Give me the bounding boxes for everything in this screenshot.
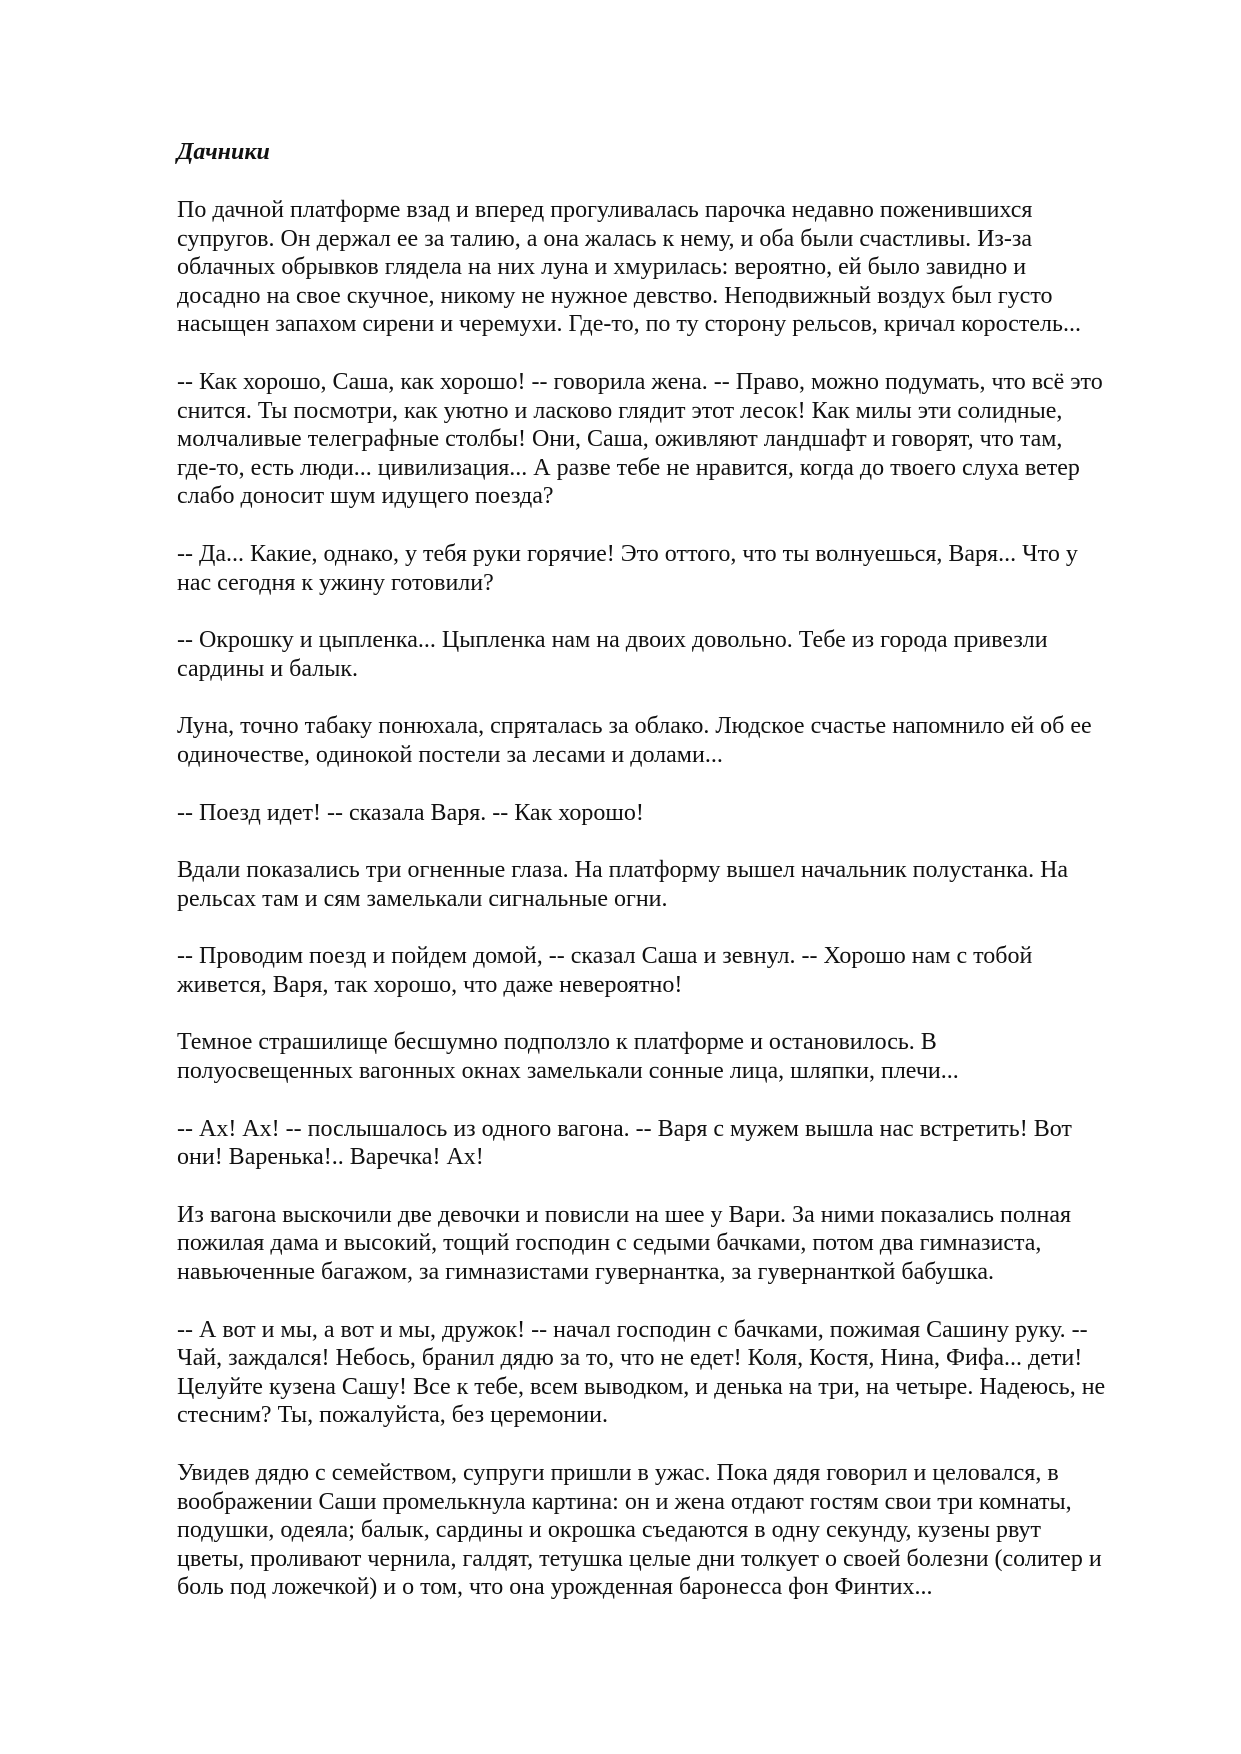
text-line: цветы, проливают чернила, галдят, тетушка целые дни толкует о своей болезни (солитер и [177, 1545, 1102, 1572]
text-line: -- Как хорошо, Саша, как хорошо! -- говорила жена. -- Право, можно подумать, что всё это [177, 368, 1103, 395]
paragraph [177, 1028, 1157, 1085]
text-line: Увидев дядю с семейством, супруги пришли в ужас. Пока дядя говорил и целовался, в [177, 1460, 1059, 1486]
text-line: досадно на свое скучное, никому не нужное девство. Неподвижный воздух был густо [177, 282, 1053, 309]
paragraph [177, 368, 1157, 511]
text-line: сардины и балык. [177, 655, 358, 682]
paragraph [177, 626, 1157, 683]
text-line: -- Окрошку и цыпленка... Цыпленка нам на двоих довольно. Тебе из города привезли [177, 627, 1048, 654]
text-line: навьюченные багажом, за гимназистами гувернантка, за гувернанткой бабушка. [177, 1259, 994, 1286]
paragraph [177, 540, 1157, 597]
text-line: рельсах там и сям замелькали сигнальные огни. [177, 885, 668, 912]
text-line: Целуйте кузена Сашу! Все к тебе, всем выводком, и денька на три, на четыре. Надеюсь, не [177, 1373, 1106, 1400]
paragraph [177, 1201, 1157, 1287]
text-line: насыщен запахом сирени и черемухи. Где-то, по ту сторону рельсов, кричал коростель... [177, 311, 1081, 338]
text-line: слабо доносит шум идущего поезда? [177, 483, 554, 510]
text-line: где-то, есть люди... цивилизация... А разве тебе не нравится, когда до твоего слуха ветер [177, 454, 1080, 481]
text-line: -- Проводим поезд и пойдем домой, -- сказал Саша и зевнул. -- Хорошо нам с тобой [177, 943, 1033, 970]
text-line: -- А вот и мы, а вот и мы, дружок! -- начал господин с бачками, пожимая Сашину руку. -- [177, 1316, 1088, 1343]
text-line: молчаливые телеграфные столбы! Они, Саша, оживляют ландшафт и говорят, что там, [177, 426, 1063, 453]
text-line: снится. Ты посмотри, как уютно и ласково глядит этот лесок! Как милы эти солидные, [177, 397, 1063, 424]
document-page [177, 138, 1157, 1631]
text-line: -- Да... Какие, однако, у тебя руки горячие! Это оттого, что ты волнуешься, Варя... Что у [177, 540, 1078, 567]
paragraph [177, 942, 1157, 999]
text-line: воображении Саши промелькнула картина: он и жена отдают гостям свои три комнаты, [177, 1488, 1072, 1515]
text-line: -- Ах! Ах! -- послышалось из одного вагона. -- Варя с мужем вышла нас встретить! Вот [177, 1115, 1072, 1142]
paragraph [177, 1316, 1157, 1430]
text-line: стесним? Ты, пожалуйста, без церемонии. [177, 1402, 608, 1429]
text-line: живется, Варя, так хорошо, что даже невероятно! [177, 971, 683, 998]
text-line: они! Варенька!.. Варечка! Ах! [177, 1144, 484, 1171]
text-line: Темное страшилище бесшумно подползло к платформе и остановилось. В [177, 1029, 937, 1056]
text-line: подушки, одеяла; балык, сардины и окрошка съедаются в одну секунду, кузены рвут [177, 1517, 1041, 1544]
text-line: пожилая дама и высокий, тощий господин с седыми бачками, потом два гимназиста, [177, 1230, 1042, 1257]
document-title: Дачники [177, 139, 270, 165]
text-line: Чай, заждался! Небось, бранил дядю за то, что не едет! Коля, Костя, Нина, Фифа... дети! [177, 1345, 1083, 1372]
paragraph [177, 712, 1157, 769]
paragraph [177, 196, 1157, 339]
text-line: нас сегодня к ужину готовили? [177, 569, 494, 596]
paragraph [177, 799, 1157, 828]
text-line: Вдали показались три огненные глаза. На платформу вышел начальник полустанка. На [177, 857, 1069, 884]
text-line: -- Поезд идет! -- сказала Варя. -- Как хорошо! [177, 799, 644, 826]
text-line: По дачной платформе взад и вперед прогуливалась парочка недавно поженившихся [177, 197, 1033, 223]
text-line: Луна, точно табаку понюхала, спряталась за облако. Людское счастье напомнило ей об ее [177, 713, 1092, 740]
text-line: одиночестве, одинокой постели за лесами и долами... [177, 741, 723, 768]
text-line: полуосвещенных вагонных окнах замелькали сонные лица, шляпки, плечи... [177, 1058, 959, 1085]
paragraph [177, 1459, 1157, 1602]
text-line: супругов. Он держал ее за талию, а она жалась к нему, и оба были счастливы. Из-за [177, 225, 1033, 252]
text-line: облачных обрывков глядела на них луна и хмурилась: вероятно, ей было завидно и [177, 254, 1027, 281]
text-line: боль под ложечкой) и о том, что она урожденная баронесса фон Финтих... [177, 1574, 933, 1601]
document-body [177, 196, 1157, 1602]
paragraph [177, 1115, 1157, 1172]
paragraph [177, 856, 1157, 913]
text-line: Из вагона выскочили две девочки и повисли на шее у Вари. За ними показались полная [177, 1201, 1072, 1228]
